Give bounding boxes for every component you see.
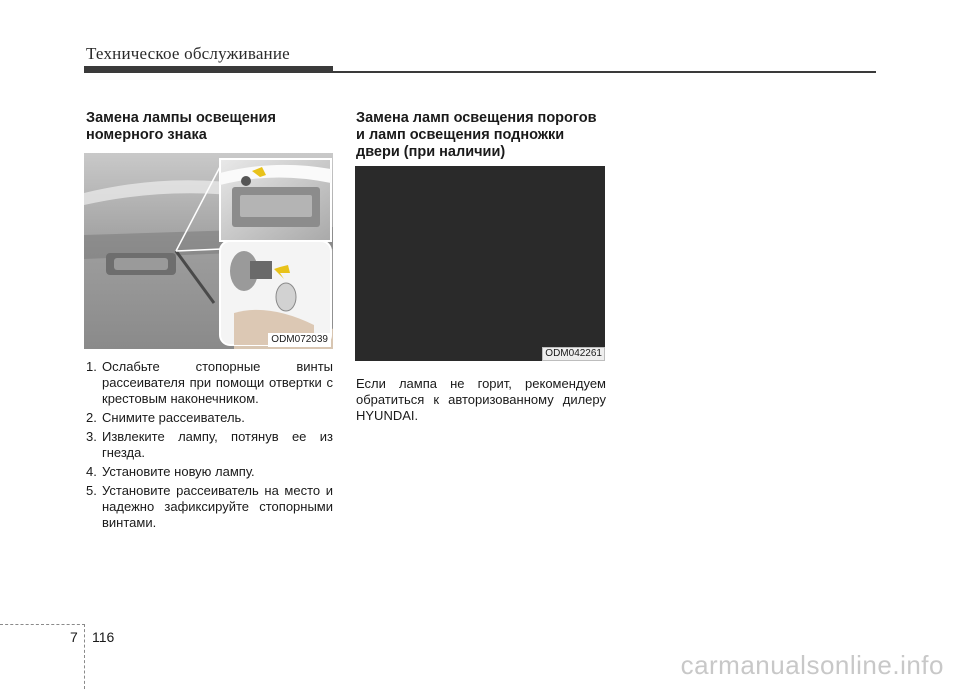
dealer-advice-paragraph: Если лампа не горит, рекомендуем обратиться к авторизованному дилеру HYUNDAI.: [356, 376, 606, 423]
section-heading-license-plate-lamp: Замена лампы освещения номерного знака: [86, 110, 276, 143]
section-heading-door-step-lamps: Замена ламп освещения порогов и ламп освещения подножки двери (при наличии): [356, 110, 597, 160]
step-number: 3.: [86, 429, 97, 444]
step-text: Снимите рассеиватель.: [102, 410, 245, 425]
step-text: Установите рассеиватель на место и надежно зафиксируйте стопорными винтами.: [102, 483, 333, 530]
license-plate-lamp-illustration: [84, 153, 333, 349]
step-text: Ослабьте стопорные винты рассеивателя при помощи отвертки с крестовым наконечником.: [102, 359, 333, 406]
footer-rule-vertical: [84, 624, 85, 689]
figure-license-plate-lamp: [84, 153, 333, 349]
header-rule-thick: [84, 66, 333, 73]
chapter-number: 7: [70, 629, 78, 645]
page-header-title: Техническое обслуживание: [86, 44, 290, 63]
step-number: 4.: [86, 464, 97, 479]
list-item: [86, 429, 333, 461]
figure-code-label: ODM072039: [268, 333, 331, 347]
step-text: Извлеките лампу, потянув ее из гнезда.: [102, 429, 333, 460]
step-number: 1.: [86, 359, 97, 374]
list-item: [86, 464, 333, 480]
list-item: [86, 359, 333, 407]
page-number: 116: [92, 629, 115, 645]
figure-door-step-lamps: [355, 166, 605, 361]
list-item: [86, 410, 333, 426]
step-number: 5.: [86, 483, 97, 498]
header-rule-thin: [333, 71, 876, 73]
step-text: Установите новую лампу.: [102, 464, 255, 479]
step-number: 2.: [86, 410, 97, 425]
steps-list: [86, 359, 333, 534]
footer-rule-horizontal: [0, 624, 85, 625]
list-item: [86, 483, 333, 531]
figure-code-label: ODM042261: [542, 347, 605, 361]
watermark: carmanualsonline.info: [680, 650, 944, 680]
